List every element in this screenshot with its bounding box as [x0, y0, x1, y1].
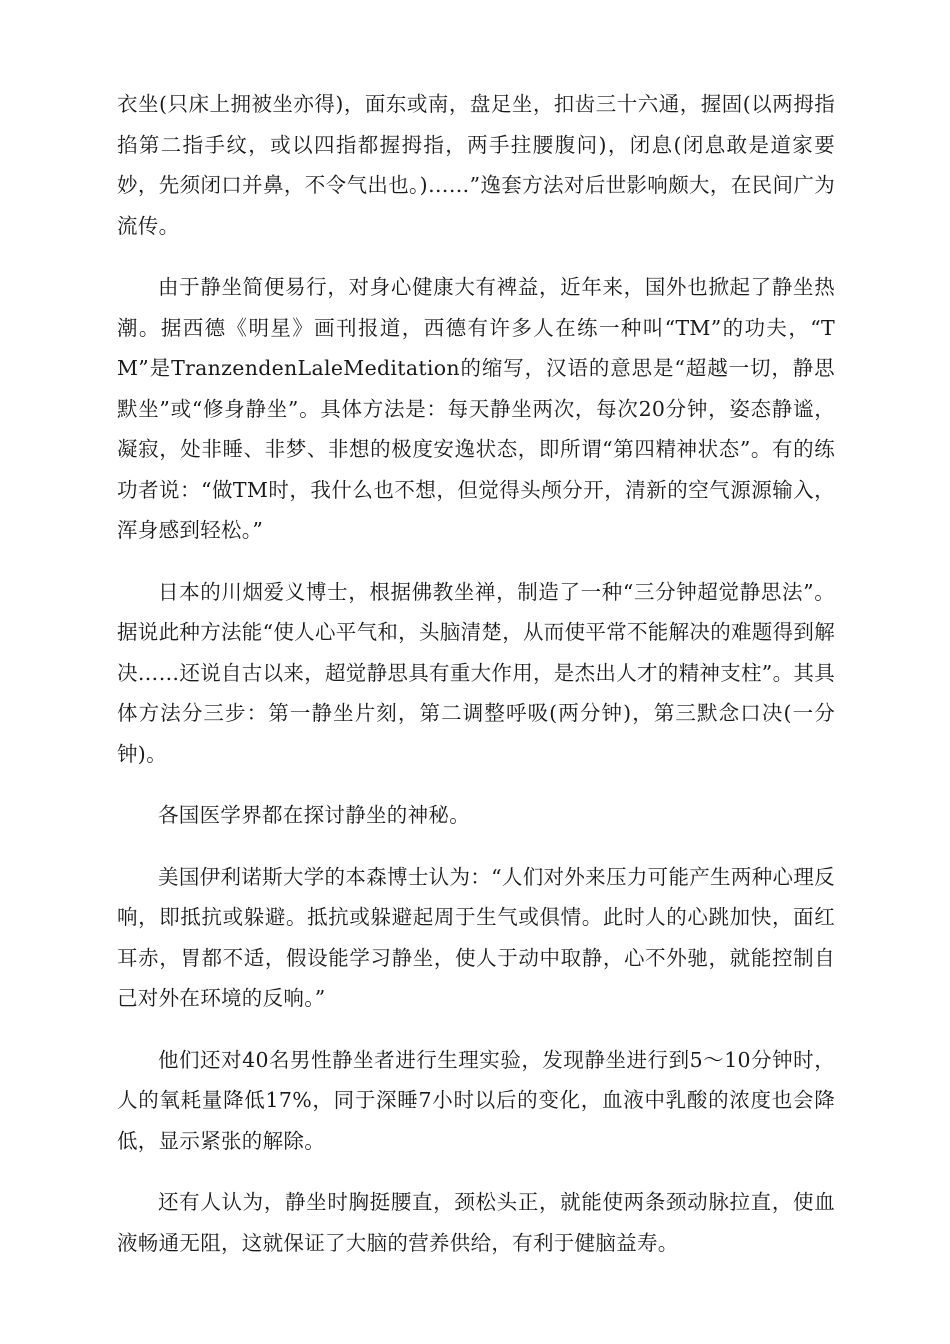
- paragraph-5: 美国伊利诺斯大学的本森博士认为：“人们对外来压力可能产生两种心理反响，即抵抗或躲避。抵抗或躲避起周于生气或俱情。此时人的心跳加快，面红耳赤，胃都不适，假设能学习静坐，使人于动中取静，心不外驰，就能控制自己对外在环境的反响。”: [117, 864, 835, 1010]
- paragraph-4: 各国医学界都在探讨静坐的神秘。: [158, 803, 470, 827]
- paragraph-3: 日本的川烟爱义博士，根据佛教坐禅，制造了一种“三分钟超觉静思法”。据说此种方法能“使人心平气和，头脑清楚，从而使平常不能解决的难题得到解决……还说自古以来，超觉静思具有重大作用，是杰出人才的精神支柱”。其具体方法分三步：第一静坐片刻，第二调整呼吸(两分钟)，第三默念口决(一分钟)。: [117, 579, 835, 766]
- paragraph-7: 还有人认为，静坐时胸挺腰直，颈松头正，就能使两条颈动脉拉直，使血液畅通无阻，这就保证了大脑的营养供给，有利于健脑益寿。: [117, 1190, 835, 1255]
- paragraph-1: 衣坐(只床上拥被坐亦得)，面东或南，盘足坐，扣齿三十六通，握固(以两拇指掐第二指手纹，或以四指都握拇指，两手拄腰腹问)，闭息(闭息敢是道家要妙，先须闭口并鼻，不令气出也。)……”逸套方法对后世影响颇大，在民间广为流传。: [117, 92, 835, 238]
- paragraph-6: 他们还对40名男性静坐者进行生理实验，发现静坐进行到5～10分钟时，人的氧耗量降低17%，同于深睡7小时以后的变化，血液中乳酸的浓度也会降低，显示紧张的解除。: [117, 1047, 835, 1153]
- paragraph-2: 由于静坐简便易行，对身心健康大有裨益，近年来，国外也掀起了静坐热潮。据西德《明星》画刊报道，西德有许多人在练一种叫“TM”的功夫，“TM”是TranzendenLaleMeditation的缩写，汉语的意思是“超越一切，静思默坐”或“修身静坐”。具体方法是：每天静坐两次，每次20分钟，姿态静谧，凝寂，处非睡、非梦、非想的极度安逸状态，即所谓“第四精神状态”。有的练功者说：“做TM时，我什么也不想，但觉得头颅分开，清新的空气源源输入，浑身感到轻松。”: [117, 275, 835, 542]
- document-body: [117, 84, 835, 1284]
